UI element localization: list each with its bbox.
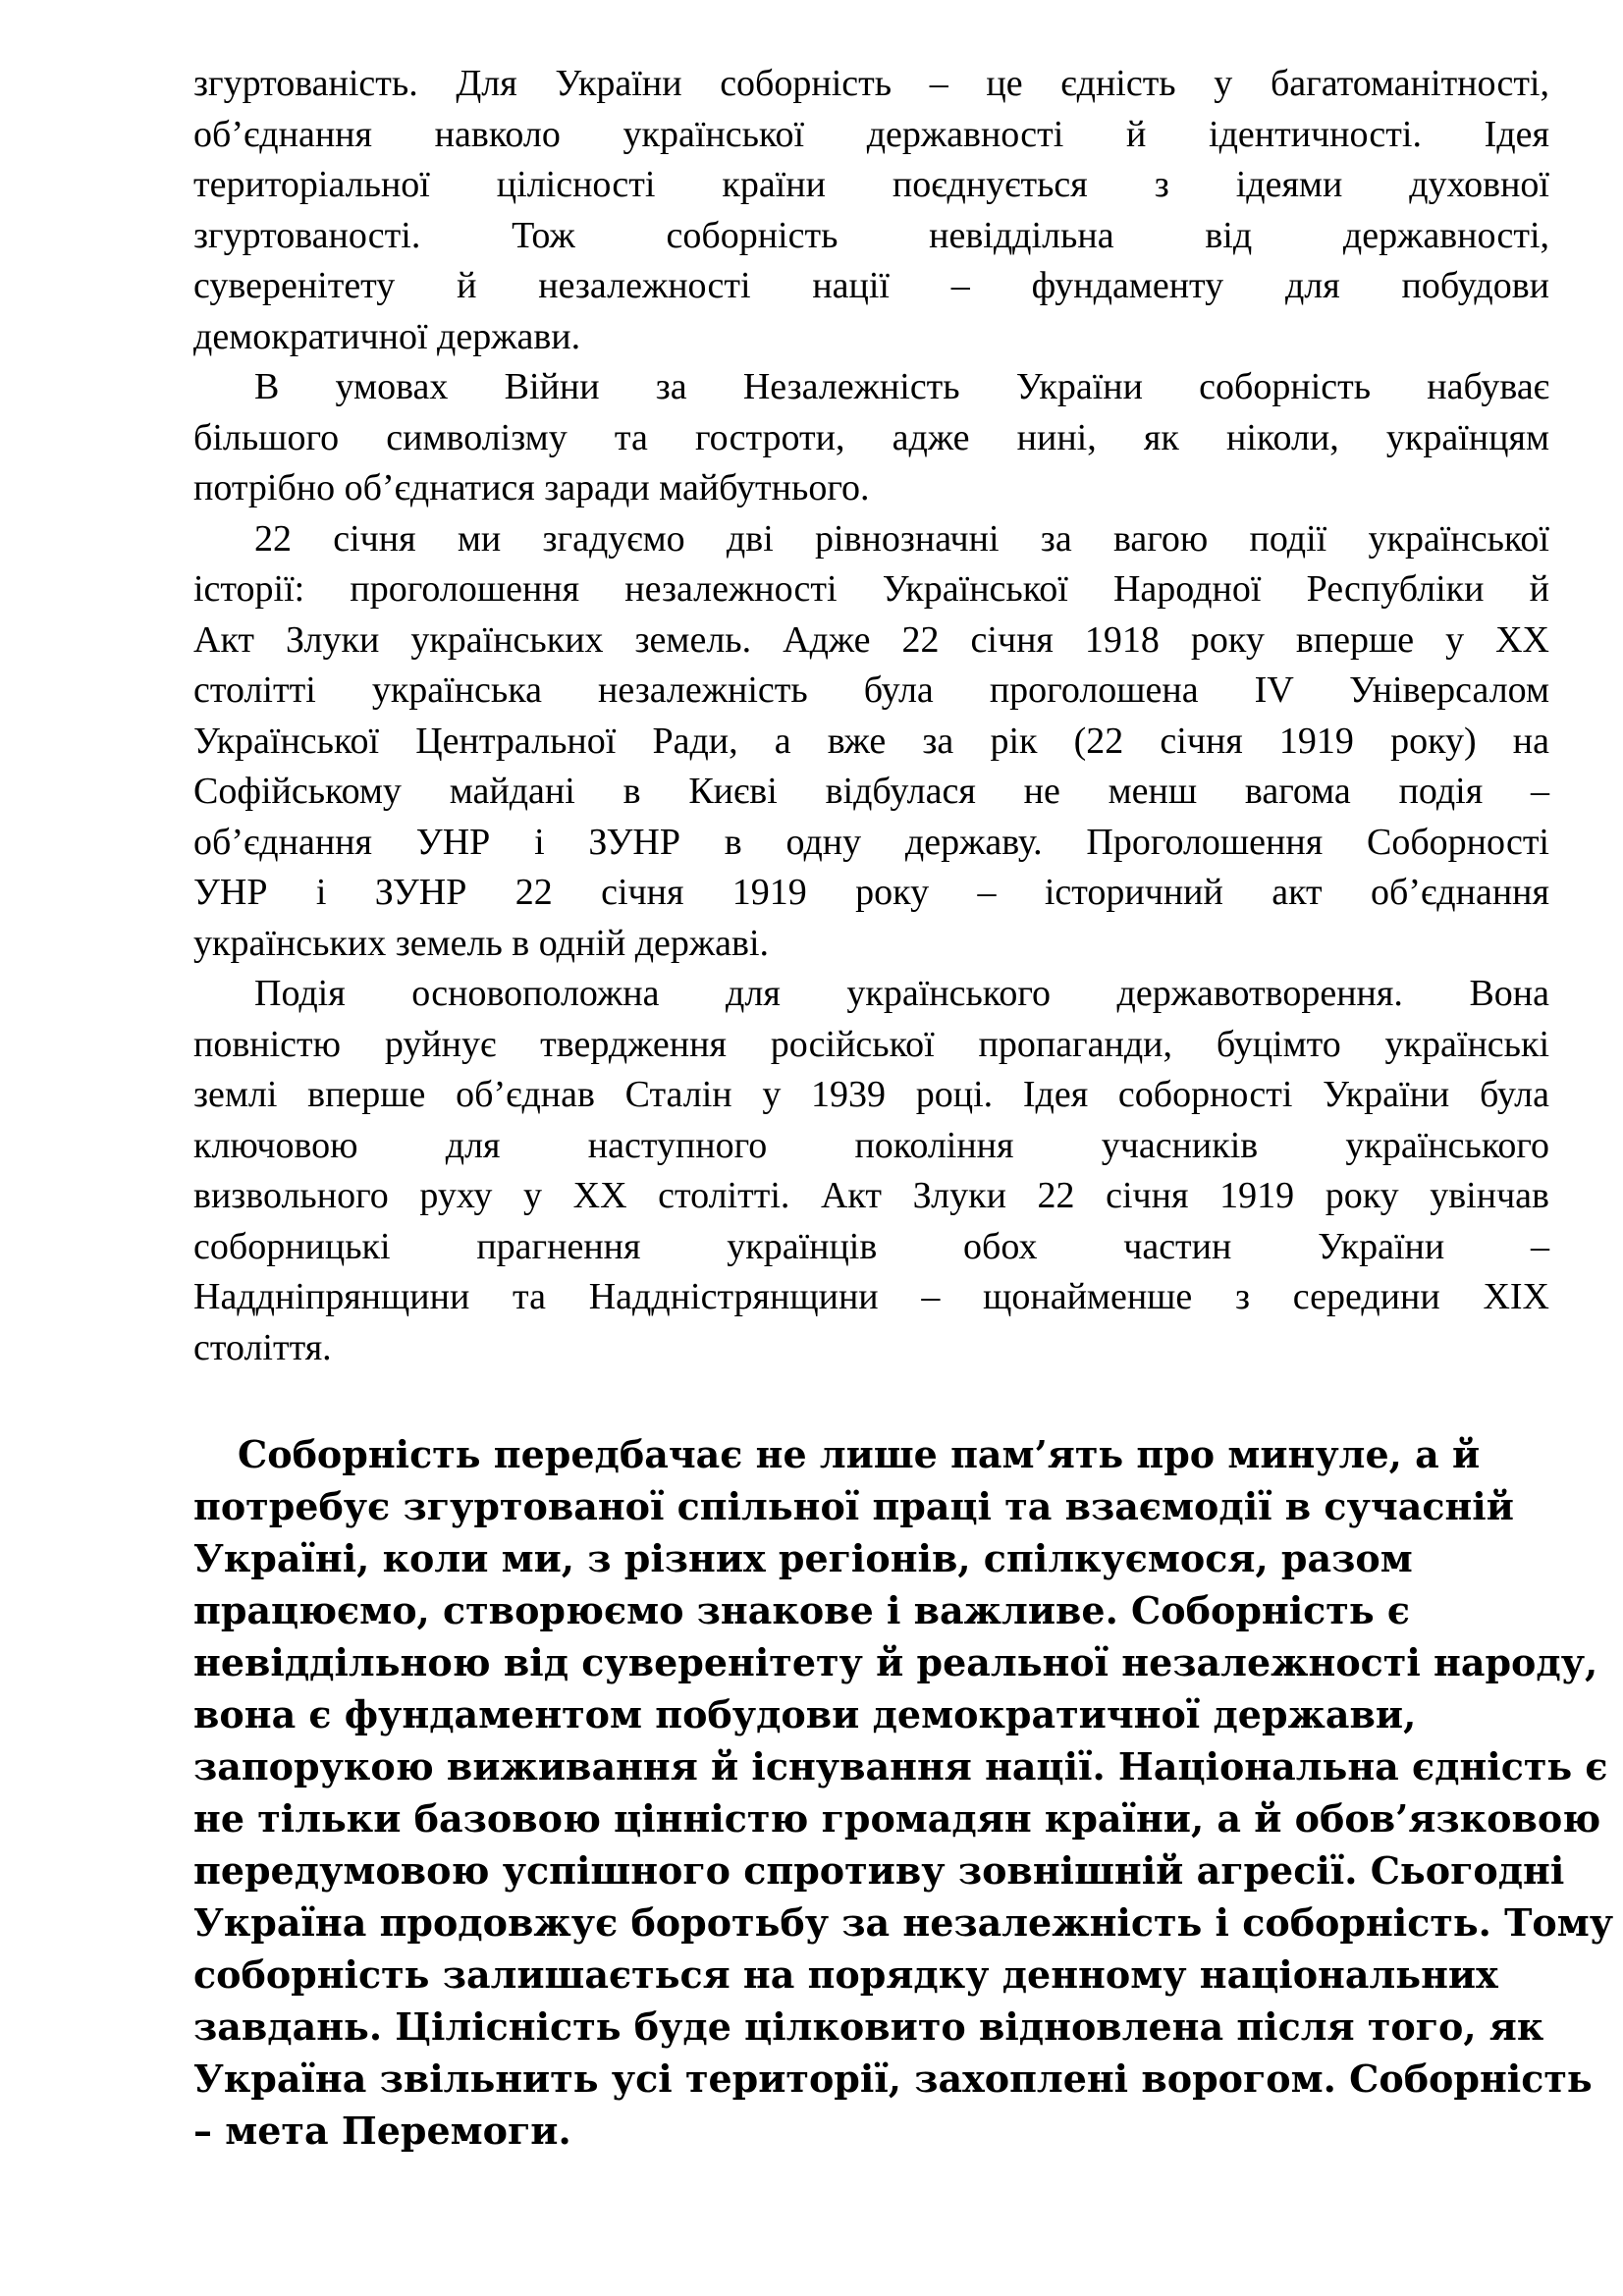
text-line: працюємо, створюємо знакове і важливе. Соборність є xyxy=(193,1588,1410,1632)
text-line: суверенітету й незалежності нації – фундаменту для побудови xyxy=(193,265,1549,306)
text-line: Соборність передбачає не лише пам’ять про минуле, а й xyxy=(238,1432,1481,1476)
text-line: Україна продовжує боротьбу за незалежність і соборність. Тому xyxy=(193,1900,1614,1945)
text-line: визвольного руху у XX столітті. Акт Злуки 22 січня 1919 року увінчав xyxy=(193,1175,1549,1216)
paragraph-4 xyxy=(193,969,1549,1373)
paragraph-3 xyxy=(193,514,1549,970)
text-line: потрібно об’єднатися заради майбутнього. xyxy=(193,467,870,508)
text-line: В умовах Війни за Незалежність України соборність набуває xyxy=(254,366,1549,407)
text-line: соборність залишається на порядку денному національних xyxy=(193,1952,1498,1997)
text-line: вона є фундаментом побудови демократичної держави, xyxy=(193,1692,1417,1736)
document-content xyxy=(193,59,1614,2157)
text-line: згуртованості. Тож соборність невіддільна від державності, xyxy=(193,214,1549,256)
paragraph-2 xyxy=(193,362,1549,514)
text-line: століття. xyxy=(193,1326,332,1368)
text-line: землі вперше об’єднав Сталін у 1939 році. Ідея соборності України була xyxy=(193,1074,1549,1115)
text-line: невіддільною від суверенітету й реальної незалежності народу, xyxy=(193,1640,1598,1684)
text-line: запорукою виживання й існування нації. Національна єдність є xyxy=(193,1744,1608,1789)
text-line: Україна звільнить усі території, захоплені ворогом. Соборність xyxy=(193,2056,1593,2101)
text-line: завдань. Цілісність буде цілковито відновлена після того, як xyxy=(193,2004,1544,2049)
text-line: демократичної держави. xyxy=(193,315,581,357)
text-line: Української Центральної Ради, а вже за рік (22 січня 1919 року) на xyxy=(193,720,1549,762)
text-line: об’єднання УНР і ЗУНР в одну державу. Проголошення Соборності xyxy=(193,821,1549,863)
text-line: – мета Перемоги. xyxy=(193,2109,571,2153)
text-line: потребує згуртованої спільної праці та взаємодії в сучасній xyxy=(193,1484,1514,1528)
text-line: повністю руйнує твердження російської пропаганди, буцімто українські xyxy=(193,1023,1549,1065)
text-line: соборницькі прагнення українців обох частин України – xyxy=(193,1225,1549,1267)
text-line: Україні, коли ми, з різних регіонів, спілкуємося, разом xyxy=(193,1536,1413,1580)
text-line: 22 січня ми згадуємо дві рівнозначні за вагою події української xyxy=(254,517,1549,560)
text-line: історії: проголошення незалежності Української Народної Республіки й xyxy=(193,568,1549,610)
text-line: Подія основоположна для українського державотворення. Вона xyxy=(254,973,1549,1014)
text-line: Софійському майдані в Києві відбулася не менш вагома подія – xyxy=(193,771,1549,812)
paragraph-1 xyxy=(193,59,1549,362)
text-line: Акт Злуки українських земель. Адже 22 січня 1918 року вперше у XX xyxy=(193,618,1549,661)
text-line: українських земель в одній державі. xyxy=(193,922,770,964)
text-line: не тільки базовою цінністю громадян країни, а й обов’язковою xyxy=(193,1796,1601,1841)
paragraph-5 xyxy=(193,1428,1614,2157)
text-line: ключовою для наступного покоління учасників українського xyxy=(193,1124,1549,1166)
text-line: УНР і ЗУНР 22 січня 1919 року – історичний акт об’єднання xyxy=(193,872,1549,913)
text-line: передумовою успішного спротиву зовнішній агресії. Сьогодні xyxy=(193,1848,1565,1893)
text-line: об’єднання навколо української державності й ідентичності. Ідея xyxy=(193,113,1549,155)
text-line: територіальної цілісності країни поєднується з ідеями духовної xyxy=(193,164,1549,205)
text-line: згуртованість. Для України соборність – це єдність у багатоманітності, xyxy=(193,63,1549,104)
text-line: більшого символізму та гостроти, адже нині, як ніколи, українцям xyxy=(193,416,1549,458)
text-line: Наддніпрянщини та Наддністрянщини – щонайменше з середини XIX xyxy=(193,1276,1549,1317)
text-line: столітті українська незалежність була проголошена IV Універсалом xyxy=(193,669,1549,711)
